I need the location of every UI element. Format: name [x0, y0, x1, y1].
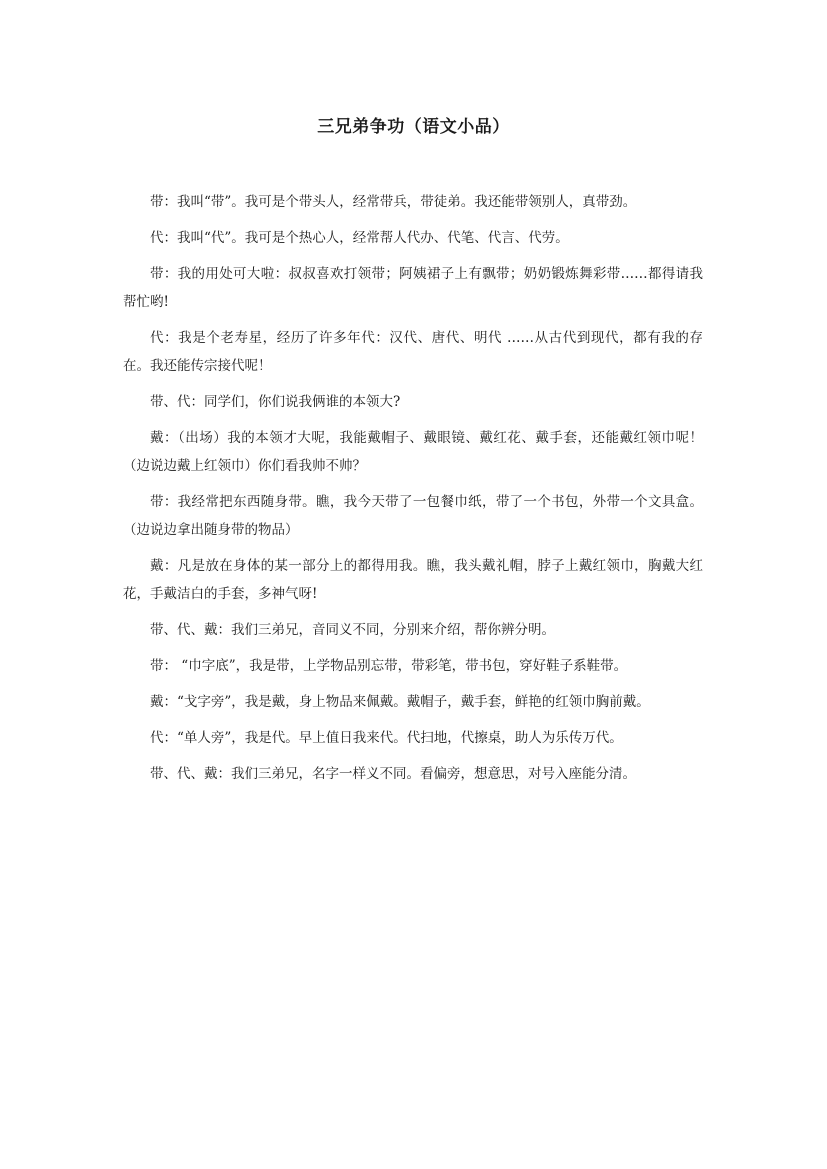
paragraph: 代：我是个老寿星，经历了许多年代：汉代、唐代、明代 ……从古代到现代，都有我的存在。我还能传宗接代呢！ — [123, 330, 703, 374]
document-body — [123, 188, 703, 796]
paragraph: 代：“单人旁”，我是代。早上值日我来代。代扫地，代擦桌，助人为乐传万代。 — [150, 730, 623, 746]
paragraph: 带：我的用处可大啦：叔叔喜欢打领带；阿姨裙子上有飘带；奶奶锻炼舞彩带……都得请我帮忙哟! — [123, 266, 703, 310]
paragraph: 代：我叫“代”。我可是个热心人，经常帮人代办、代笔、代言、代劳。 — [150, 230, 569, 246]
document-title: 三兄弟争功（语文小品） — [317, 117, 510, 137]
paragraph: 戴：（出场）我的本领才大呢，我能戴帽子、戴眼镜、戴红花、戴手套，还能戴红领巾呢！（边说边戴上红领巾）你们看我帅不帅？ — [123, 430, 703, 474]
paragraph: 带：我经常把东西随身带。瞧，我今天带了一包餐巾纸，带了一个书包，外带一个文具盒。（边说边拿出随身带的物品） — [123, 494, 703, 538]
paragraph: 戴：“戈字旁”，我是戴，身上物品来佩戴。戴帽子，戴手套，鲜艳的红领巾胸前戴。 — [150, 694, 650, 710]
paragraph: 带、代、戴：我们三弟兄，音同义不同，分别来介绍，帮你辨分明。 — [150, 622, 555, 638]
paragraph: 戴：凡是放在身体的某一部分上的都得用我。瞧，我头戴礼帽，脖子上戴红领巾，胸戴大红花，手戴洁白的手套，多神气呀! — [123, 558, 703, 602]
paragraph: 带：我叫“带”。我可是个带头人，经常带兵，带徒弟。我还能带领别人，真带劲。 — [150, 194, 637, 210]
paragraph: 带、代：同学们，你们说我俩谁的本领大? — [150, 394, 401, 410]
paragraph: 带： “巾字底”，我是带，上学物品别忘带，带彩笔，带书包，穿好鞋子系鞋带。 — [150, 658, 628, 674]
paragraph: 带、代、戴：我们三弟兄，名字一样义不同。看偏旁，想意思，对号入座能分清。 — [150, 766, 636, 782]
